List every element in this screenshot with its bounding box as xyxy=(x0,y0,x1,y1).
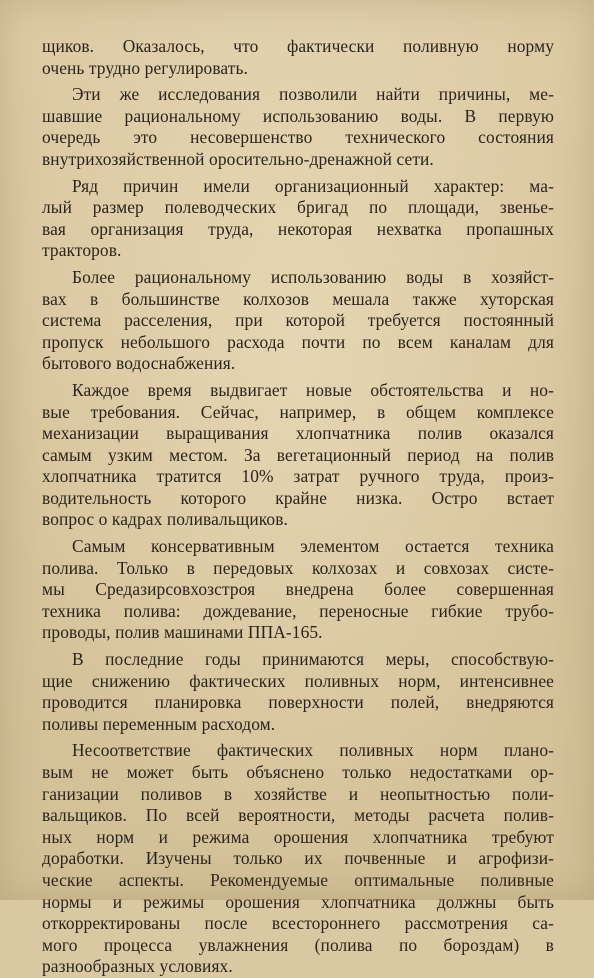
paragraph xyxy=(42,176,554,262)
paragraph xyxy=(42,536,554,644)
text-line: вопрос о кадрах поливальщиков. xyxy=(42,509,288,530)
text-line: откорректированы после всестороннего рассмотрения са- xyxy=(42,913,554,934)
text-line: нормы и режимы орошения хлопчатника должны быть xyxy=(42,891,554,912)
text-line: самым узким местом. За вегетационный период на полив xyxy=(42,444,554,465)
text-line: водительность которого крайне низка. Остро встает xyxy=(42,487,554,508)
text-line: ческие аспекты. Рекомендуемые оптимальные поливные xyxy=(42,869,554,890)
text-line: ганизации поливов в хозяйстве и неопытностью поли- xyxy=(42,783,554,804)
paragraph xyxy=(42,84,554,170)
text-line: система расселения, при которой требуется постоянный xyxy=(42,310,554,331)
text-line: В последние годы принимаются меры, способствую- xyxy=(72,649,554,670)
text-line: проводится планировка поверхности полей, внедряются xyxy=(42,692,554,713)
text-line: тракторов. xyxy=(42,240,122,261)
text-line: Ряд причин имели организационный характер: ма- xyxy=(72,175,554,196)
page-text-body xyxy=(42,36,554,978)
text-line: пропуск небольшого расхода почти по всем каналам для xyxy=(42,331,554,352)
text-line: Несоответствие фактических поливных норм плано- xyxy=(72,740,554,761)
text-line: вая организация труда, некоторая нехватка пропашных xyxy=(42,218,554,239)
text-line: ных норм и режима орошения хлопчатника требуют xyxy=(42,826,554,847)
text-line: вым не может быть объяснено только недостатками ор- xyxy=(42,762,554,782)
text-line: техника полива: дождевание, переносные гибкие трубо- xyxy=(42,600,554,621)
text-line: Каждое время выдвигает новые обстоятельства и но- xyxy=(72,379,554,400)
text-line: очередь это несовершенство технического состояния xyxy=(42,127,554,148)
paragraph xyxy=(42,740,554,978)
text-line: щие снижению фактических поливных норм, интенсивнее xyxy=(42,670,554,691)
paragraph xyxy=(42,267,554,375)
text-line: шавшие рациональному использованию воды. В первую xyxy=(42,105,554,126)
paragraph xyxy=(42,380,554,531)
text-line: вые требования. Сейчас, например, в общем комплексе xyxy=(42,401,554,422)
paragraph xyxy=(42,36,554,79)
text-line: разнообразных условиях. xyxy=(42,956,233,977)
text-line: вальщиков. По всей вероятности, методы расчета полив- xyxy=(42,805,554,826)
text-line: полива. Только в передовых колхозах и совхозах систе- xyxy=(42,557,554,578)
text-line: Самым консервативным элементом остается техника xyxy=(72,536,554,557)
text-line: очень трудно регулировать. xyxy=(42,57,248,78)
text-line: вах в большинстве колхозов мешала также хуторская xyxy=(42,288,554,309)
text-line: мы Средазирсовхозстроя внедрена более совершенная xyxy=(42,579,554,600)
text-line: Эти же исследования позволили найти причины, ме- xyxy=(72,84,554,105)
text-line: доработки. Изучены только их почвенные и агрофизи- xyxy=(42,848,554,869)
text-line: внутрихозяйственной оросительно-дренажной сети. xyxy=(42,148,434,169)
paragraph xyxy=(42,649,554,735)
text-line: щиков. Оказалось, что фактически поливную норму xyxy=(42,36,554,56)
text-line: поливы переменным расходом. xyxy=(42,713,276,734)
text-line: бытового водоснабжения. xyxy=(42,353,236,374)
text-line: мого процесса увлажнения (полива по бороздам) в xyxy=(42,934,554,955)
text-line: хлопчатника тратится 10% затрат ручного труда, произ- xyxy=(42,466,554,487)
text-line: лый размер полеводческих бригад по площади, звенье- xyxy=(42,197,554,218)
text-line: механизации выращивания хлопчатника полив оказался xyxy=(42,423,554,444)
text-line: Более рациональному использованию воды в хозяйст- xyxy=(72,266,554,287)
text-line: проводы, полив машинами ППА-165. xyxy=(42,622,323,643)
